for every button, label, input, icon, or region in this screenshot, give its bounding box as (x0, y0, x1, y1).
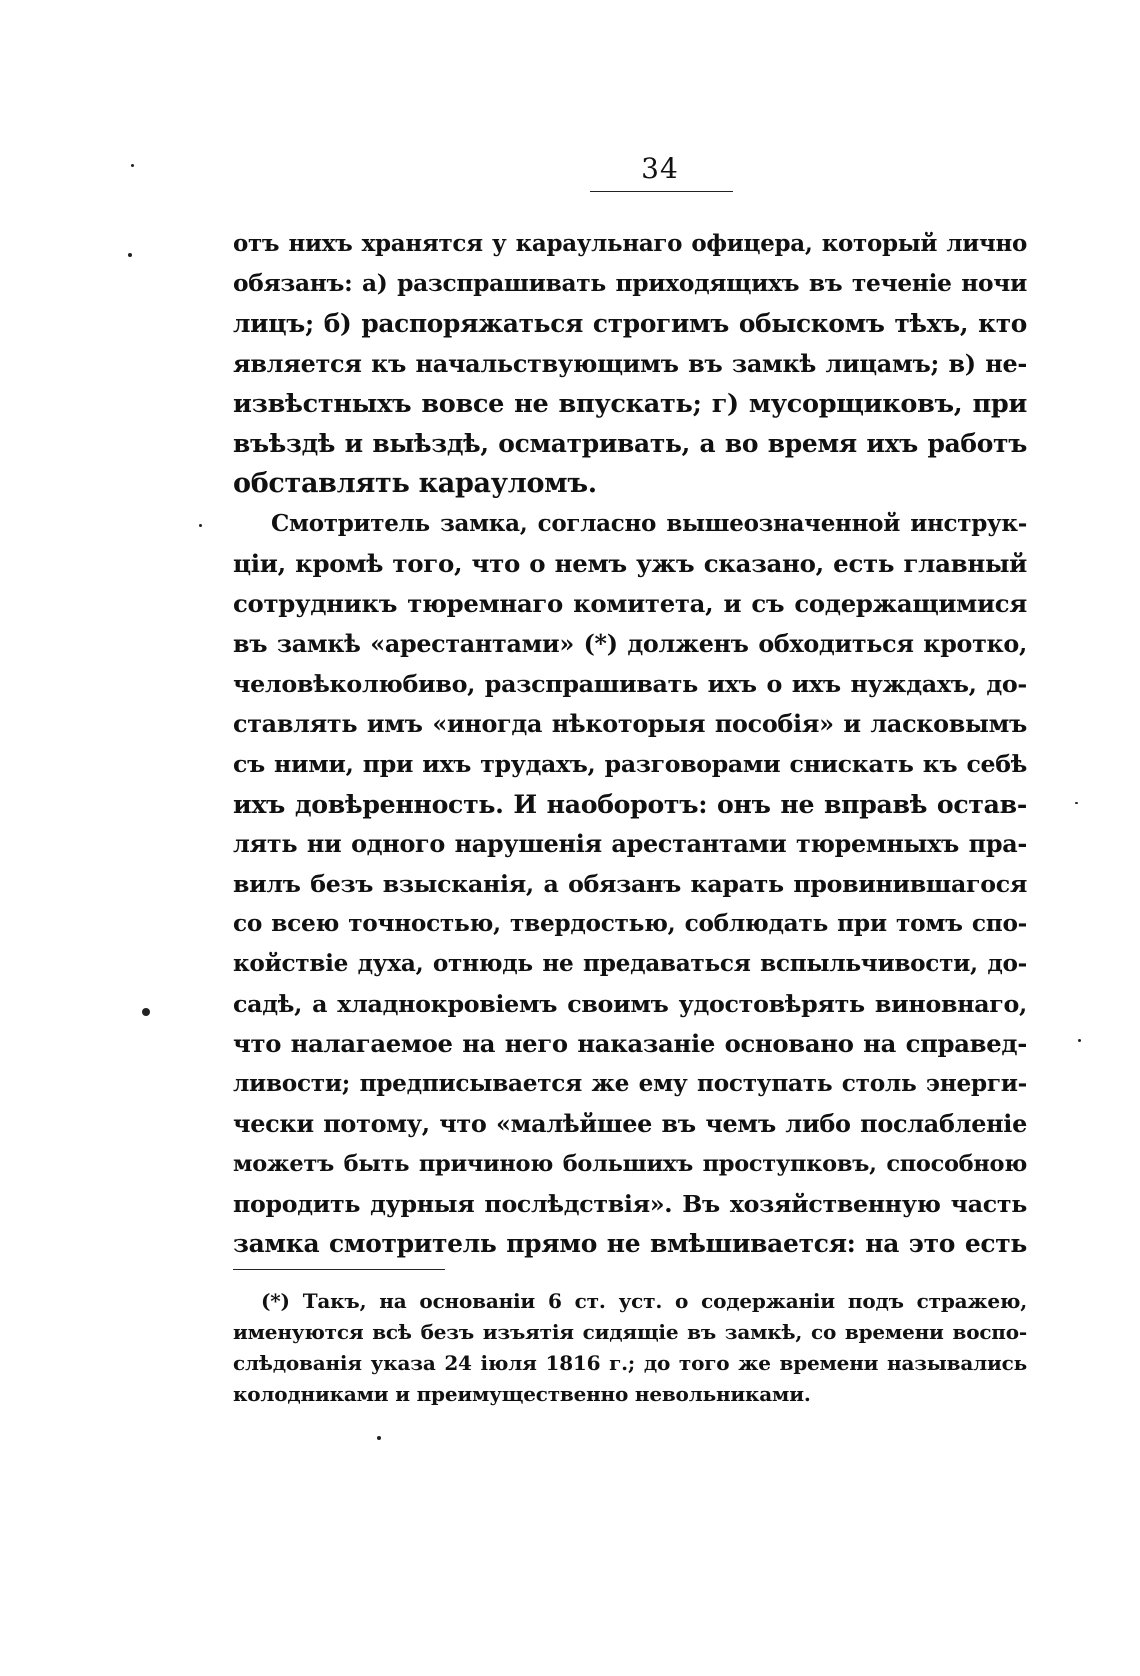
body-line: лицъ; б) распоряжаться строгимъ обыскомъ тѣхъ, кто (233, 309, 1027, 338)
body-line: съ ними, при ихъ трудахъ, разговорами снискать къ себѣ (233, 750, 1027, 778)
footnote-line: (*) Такъ, на основаніи 6 ст. уст. о содержаніи подъ стражею, (261, 1289, 1027, 1313)
body-line: ливости; предписывается же ему поступать столь энерги- (233, 1070, 1027, 1097)
body-line: отъ нихъ хранятся у караульнаго офицера, который лично (233, 230, 1027, 257)
body-line: сотрудникъ тюремнаго комитета, и съ содержащимися (233, 589, 1027, 618)
scan-speck (199, 524, 202, 527)
footnote (233, 1286, 1027, 1410)
body-line: породить дурныя послѣдствія». Въ хозяйственную часть (233, 1190, 1027, 1218)
body-line: въ замкѣ «арестантами» (*) долженъ обходиться кротко, (233, 630, 1027, 658)
scan-speck (142, 1008, 150, 1016)
scan-speck (377, 1436, 381, 1440)
body-line: садѣ, а хладнокровіемъ своимъ удостовѣрять виновнаго, (233, 990, 1027, 1018)
body-line: обставлять карауломъ. (233, 468, 597, 499)
body-text (233, 224, 1027, 1264)
page-number: 34 (641, 152, 679, 185)
body-line: койствіе духа, отнюдь не предаваться вспыльчивости, до- (233, 950, 1027, 977)
scan-speck (128, 253, 132, 257)
scan-speck (131, 164, 134, 167)
body-line: ставлять имъ «иногда нѣкоторыя пособія» и ласковымъ (233, 710, 1027, 738)
body-line: обязанъ: а) разспрашивать приходящихъ въ теченіе ночи (233, 270, 1027, 297)
scan-speck (1075, 802, 1078, 804)
body-line: ихъ довѣренность. И наоборотъ: онъ не вправѣ остав- (233, 789, 1027, 819)
body-line: вилъ безъ взысканія, а обязанъ карать провинившагося (233, 870, 1027, 898)
body-line: можетъ быть причиною большихъ проступковъ, способною (233, 1151, 1027, 1177)
body-line: является къ начальствующимъ въ замкѣ лицамъ; в) не- (233, 350, 1027, 378)
body-line: въѣздѣ и выѣздѣ, осматривать, а во время ихъ работъ (233, 429, 1027, 458)
body-line: лять ни одного нарушенія арестантами тюремныхъ пра- (233, 830, 1027, 858)
body-line: замка смотритель прямо не вмѣшивается: на это есть (233, 1229, 1027, 1258)
body-line: что налагаемое на него наказаніе основано на справед- (233, 1029, 1027, 1058)
body-line: чески потому, что «малѣйшее въ чемъ либо послабленіе (233, 1110, 1027, 1138)
page-number-rule (590, 191, 733, 192)
scan-speck (1078, 1039, 1081, 1042)
footnote-line: именуются всѣ безъ изъятія сидящіе въ замкѣ, со времени воспо- (233, 1320, 1027, 1344)
body-line: человѣколюбиво, разспрашивать ихъ о ихъ нуждахъ, до- (233, 670, 1027, 698)
footnote-line: слѣдованія указа 24 іюля 1816 г.; до того же времени назывались (233, 1351, 1027, 1375)
footnote-line: колодниками и преимущественно невольниками. (233, 1382, 811, 1406)
footnote-rule (233, 1269, 445, 1270)
body-line: ціи, кромѣ того, что о немъ ужъ сказано, есть главный (233, 549, 1027, 578)
body-line: со всею точностью, твердостью, соблюдать при томъ спо- (233, 910, 1027, 937)
body-line-paragraph-start: Смотритель замка, согласно вышеозначенной инструк- (271, 510, 1027, 537)
body-line: извѣстныхъ вовсе не впускать; г) мусорщиковъ, при (233, 389, 1027, 419)
